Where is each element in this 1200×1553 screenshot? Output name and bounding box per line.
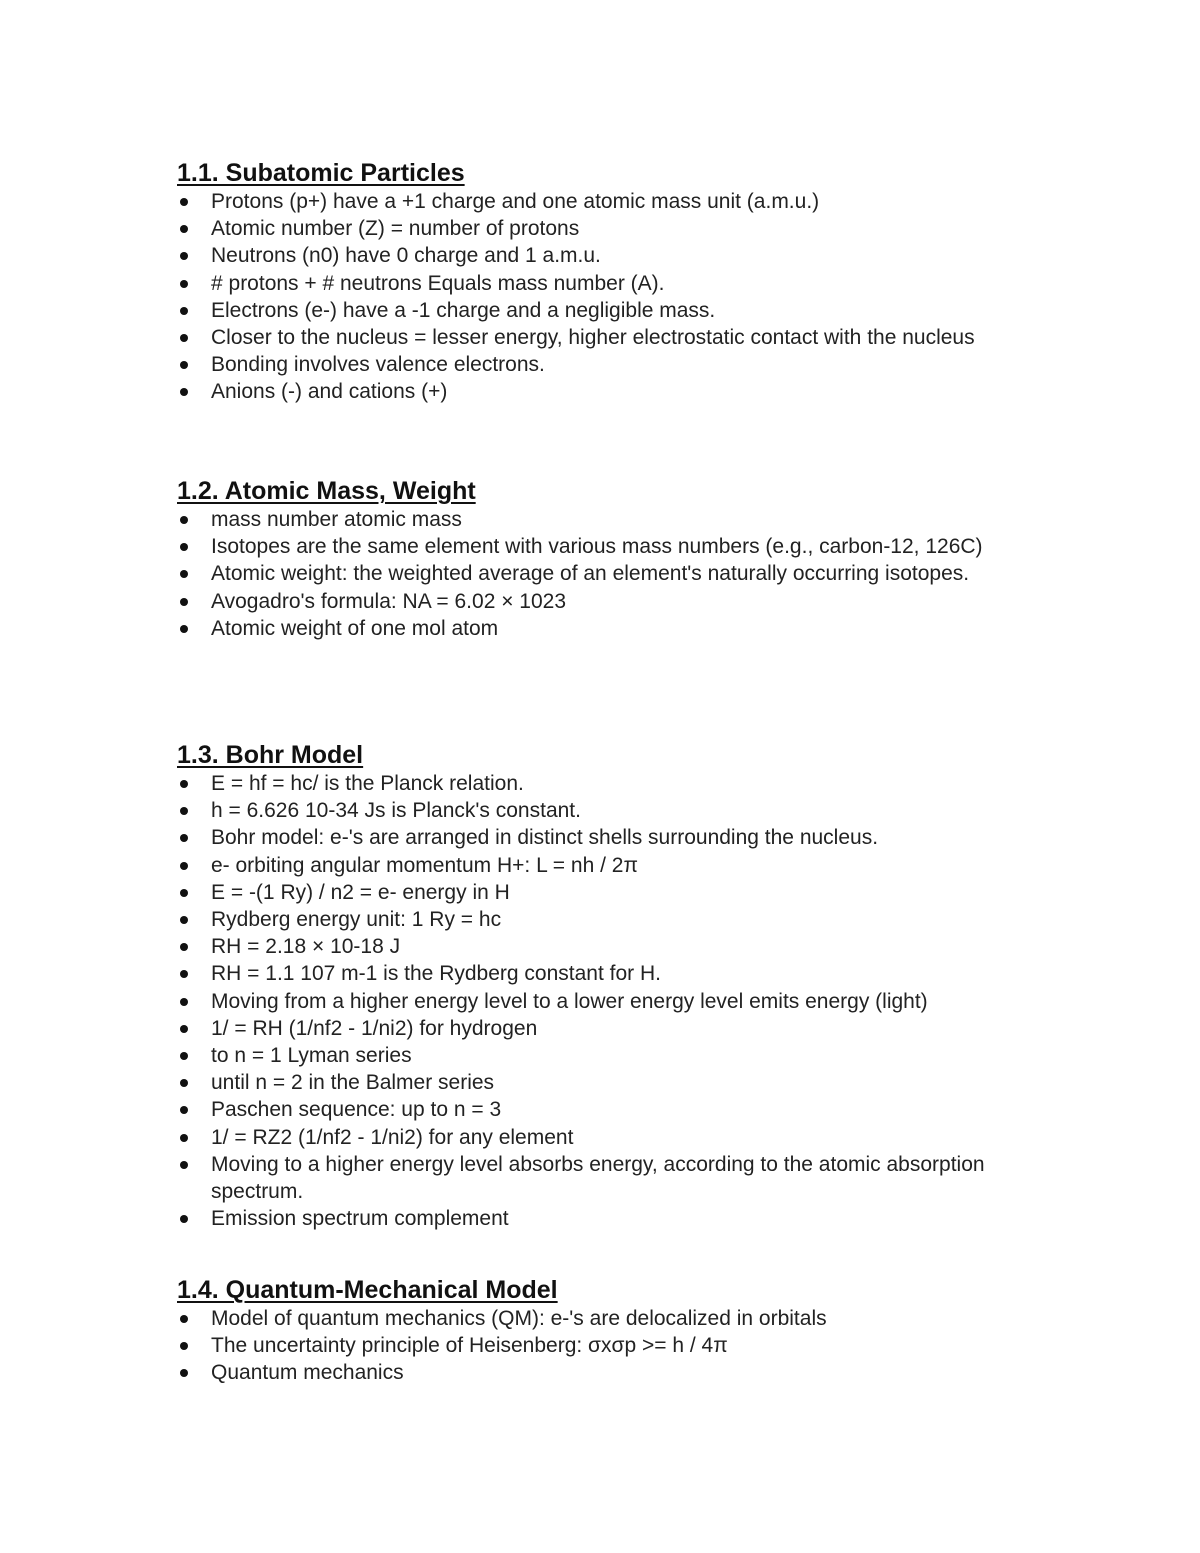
list-item-text: Moving to a higher energy level absorbs energy, according to the atomic absorption spectrum.	[211, 1152, 985, 1204]
bullet-icon	[180, 1215, 188, 1223]
list-item-text: Bohr model: e-'s are arranged in distinct shells surrounding the nucleus.	[211, 826, 879, 850]
bullet-icon	[180, 807, 188, 815]
bullet-icon	[180, 543, 188, 551]
list-item-text: Quantum mechanics	[211, 1361, 404, 1385]
list-item-text: h = 6.626 10-34 Js is Planck's constant.	[211, 799, 581, 823]
list-item-text: # protons + # neutrons Equals mass number (A).	[211, 271, 665, 295]
list-item-text: Emission spectrum complement	[211, 1207, 509, 1231]
list-item-text: Closer to the nucleus = lesser energy, higher electrostatic contact with the nucleus	[211, 326, 975, 350]
list-item	[177, 1205, 1037, 1232]
list-item-text: Paschen sequence: up to n = 3	[211, 1098, 502, 1122]
list-item	[177, 1124, 1037, 1151]
section-heading: 1.1. Subatomic Particles	[177, 159, 465, 187]
list-item	[177, 960, 1037, 987]
list-item-text: to n = 1 Lyman series	[211, 1044, 412, 1068]
list-item-text: until n = 2 in the Balmer series	[211, 1071, 495, 1095]
section-heading: 1.3. Bohr Model	[177, 741, 364, 769]
list-item-text: Neutrons (n0) have 0 charge and 1 a.m.u.	[211, 244, 601, 268]
list-item	[177, 242, 1037, 269]
list-item-text: E = hf = hc/ is the Planck relation.	[211, 772, 524, 795]
bullet-icon	[180, 1342, 188, 1350]
list-item-text: The uncertainty principle of Heisenberg: σxσp >= h / 4π	[211, 1334, 728, 1358]
section-heading: 1.4. Quantum-Mechanical Model	[177, 1276, 558, 1304]
bullet-icon	[180, 1052, 188, 1060]
bullet-icon	[180, 625, 188, 633]
list-item	[177, 879, 1037, 906]
bullet-icon	[180, 570, 188, 578]
bullet-icon	[180, 334, 188, 342]
bullet-list	[177, 770, 1037, 1232]
section-quantum-mechanical-model	[177, 1275, 1037, 1387]
list-item	[177, 906, 1037, 933]
list-item	[177, 1359, 1037, 1386]
bullet-icon	[180, 862, 188, 870]
list-item	[177, 852, 1037, 879]
list-item	[177, 797, 1037, 824]
list-item	[177, 533, 1037, 560]
list-item-text: Atomic weight: the weighted average of an element's naturally occurring isotopes.	[211, 562, 970, 586]
list-item-text: RH = 1.1 107 m-1 is the Rydberg constant for H.	[211, 962, 661, 986]
list-item	[177, 297, 1037, 324]
list-item	[177, 770, 1037, 797]
list-item-text: Avogadro's formula: NA = 6.02 × 1023	[211, 589, 567, 613]
bullet-icon	[180, 1369, 188, 1377]
list-item-text: 1/ = RZ2 (1/nf2 - 1/ni2) for any element	[211, 1125, 574, 1149]
bullet-icon	[180, 970, 188, 978]
bullet-icon	[180, 1134, 188, 1142]
list-item	[177, 215, 1037, 242]
list-item	[177, 324, 1037, 351]
bullet-icon	[180, 1315, 188, 1323]
bullet-icon	[180, 252, 188, 260]
list-item	[177, 506, 1037, 533]
list-item	[177, 988, 1037, 1015]
bullet-icon	[180, 516, 188, 524]
list-item	[177, 188, 1037, 215]
list-item-text: Isotopes are the same element with various mass numbers (e.g., carbon-12, 126C)	[211, 535, 983, 559]
section-subatomic-particles	[177, 158, 1037, 406]
bullet-icon	[180, 1079, 188, 1087]
list-item-text: Bonding involves valence electrons.	[211, 353, 545, 377]
bullet-icon	[180, 280, 188, 288]
list-item-text: Moving from a higher energy level to a lower energy level emits energy (light)	[211, 989, 928, 1013]
list-item-text: RH = 2.18 × 10-18 J	[211, 935, 401, 959]
list-item-text: Protons (p+) have a +1 charge and one atomic mass unit (a.m.u.)	[211, 190, 820, 213]
list-item-text: mass number atomic mass	[211, 508, 462, 531]
list-item-text: Rydberg energy unit: 1 Ry = hc	[211, 908, 502, 932]
bullet-icon	[180, 1106, 188, 1114]
bullet-icon	[180, 1025, 188, 1033]
bullet-list	[177, 188, 1037, 406]
list-item	[177, 588, 1037, 615]
bullet-icon	[180, 198, 188, 206]
bullet-icon	[180, 388, 188, 396]
list-item	[177, 1332, 1037, 1359]
list-item	[177, 615, 1037, 642]
list-item-text: 1/ = RH (1/nf2 - 1/ni2) for hydrogen	[211, 1016, 538, 1040]
section-atomic-mass-weight	[177, 476, 1037, 642]
bullet-icon	[180, 307, 188, 315]
list-item	[177, 1069, 1037, 1096]
list-item-text: E = -(1 Ry) / n2 = e- energy in H	[211, 880, 510, 904]
list-item	[177, 560, 1037, 587]
bullet-icon	[180, 598, 188, 606]
bullet-icon	[180, 916, 188, 924]
section-bohr-model	[177, 740, 1037, 1232]
bullet-icon	[180, 998, 188, 1006]
bullet-icon	[180, 225, 188, 233]
bullet-icon	[180, 1161, 188, 1169]
bullet-icon	[180, 834, 188, 842]
list-item	[177, 1151, 1037, 1205]
list-item	[177, 351, 1037, 378]
list-item	[177, 378, 1037, 405]
list-item-text: Atomic number (Z) = number of protons	[211, 217, 580, 241]
list-item	[177, 1015, 1037, 1042]
bullet-list	[177, 506, 1037, 642]
list-item	[177, 1096, 1037, 1123]
list-item-text: Atomic weight of one mol atom	[211, 616, 499, 640]
list-item	[177, 270, 1037, 297]
bullet-icon	[180, 780, 188, 788]
bullet-icon	[180, 889, 188, 897]
list-item	[177, 1305, 1037, 1332]
bullet-list	[177, 1305, 1037, 1387]
list-item	[177, 933, 1037, 960]
section-heading: 1.2. Atomic Mass, Weight	[177, 477, 476, 505]
list-item-text: Electrons (e-) have a -1 charge and a negligible mass.	[211, 298, 716, 322]
bullet-icon	[180, 361, 188, 369]
bullet-icon	[180, 943, 188, 951]
list-item-text: Model of quantum mechanics (QM): e-'s are delocalized in orbitals	[211, 1307, 827, 1330]
list-item-text: e- orbiting angular momentum H+: L = nh / 2π	[211, 853, 638, 877]
list-item	[177, 1042, 1037, 1069]
list-item	[177, 824, 1037, 851]
list-item-text: Anions (-) and cations (+)	[211, 380, 448, 404]
